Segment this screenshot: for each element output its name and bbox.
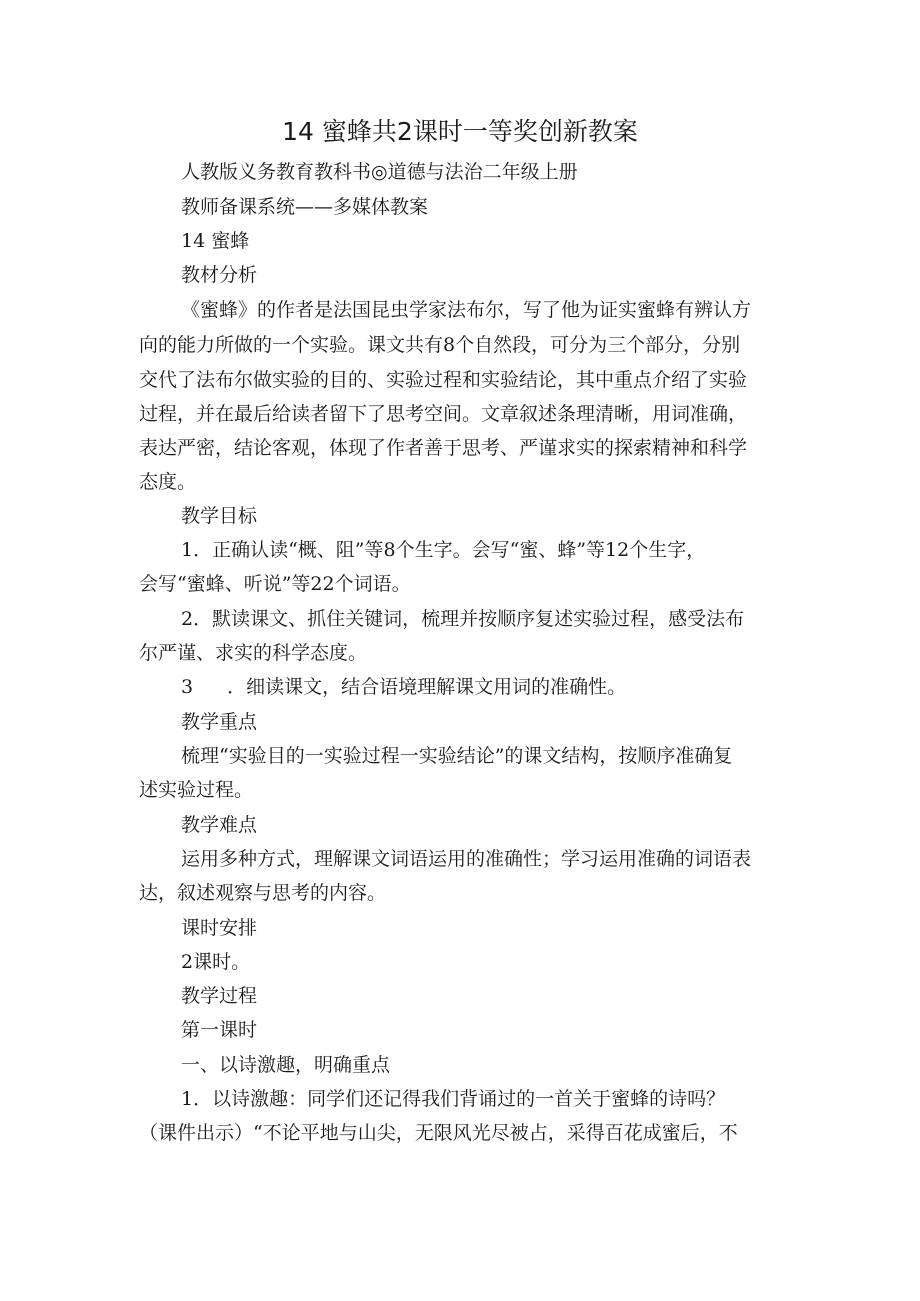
analysis-paragraph-line: 交代了法布尔做实验的目的、实验过程和实验结论，其中重点介绍了实验 xyxy=(139,369,748,391)
schedule-text: 2课时。 xyxy=(181,951,251,973)
difficulties-line: 运用多种方式，理解课文词语运用的准确性；学习运用准确的词语表 xyxy=(181,848,752,870)
step-1-line: （课件出示）“不论平地与山尖，无限风光尽被占，采得百花成蜜后，不 xyxy=(139,1122,738,1144)
step-1-line: 1．以诗激趣：同学们还记得我们背诵过的一首关于蜜蜂的诗吗？ xyxy=(181,1088,726,1110)
goal-item-3 xyxy=(181,670,626,704)
key-points-line: 述实验过程。 xyxy=(139,779,254,801)
analysis-heading: 教材分析 xyxy=(181,264,258,286)
section-1-heading: 一、以诗激趣，明确重点 xyxy=(181,1054,391,1076)
goals-heading: 教学目标 xyxy=(181,505,258,527)
analysis-paragraph-line: 向的能力所做的一个实验。课文共有8个自然段，可分为三个部分，分别 xyxy=(139,334,741,356)
difficulties-line: 达，叙述观察与思考的内容。 xyxy=(139,882,387,904)
edition-line: 人教版义务教育教科书◎道德与法治二年级上册 xyxy=(181,161,578,183)
goal-item-2-line: 2．默读课文、抓住关键词，梳理并按顺序复述实验过程，感受法布 xyxy=(181,608,745,630)
goal-item-3-text: ．细读课文，结合语境理解课文用词的准确性。 xyxy=(227,676,627,698)
key-points-heading: 教学重点 xyxy=(181,711,258,733)
schedule-heading: 课时安排 xyxy=(181,917,258,939)
process-heading: 教学过程 xyxy=(181,985,258,1007)
goal-item-1-line: 1．正确认读“概、阻”等8个生字。会写“蜜、蜂”等12个生字， xyxy=(181,539,706,561)
goal-item-1-line: 会写“蜜蜂、听说”等22个词语。 xyxy=(139,573,411,595)
analysis-paragraph-line: 《蜜蜂》的作者是法国昆虫学家法布尔，写了他为证实蜜蜂有辨认方 xyxy=(181,299,752,321)
analysis-paragraph-line: 表达严密，结论客观，体现了作者善于思考、严谨求实的探索精神和科学 xyxy=(139,437,748,459)
document-title: 14 蜜蜂共2课时一等奖创新教案 xyxy=(282,117,638,146)
lesson-line: 14 蜜蜂 xyxy=(181,230,250,252)
analysis-paragraph-line: 过程，并在最后给读者留下了思考空间。文章叙述条理清晰，用词准确， xyxy=(139,403,748,425)
system-line: 教师备课系统——多媒体教案 xyxy=(181,196,429,218)
goal-item-3-number: 3 xyxy=(181,676,194,698)
analysis-paragraph-line: 态度。 xyxy=(139,471,197,493)
goal-item-2-line: 尔严谨、求实的科学态度。 xyxy=(139,642,368,664)
difficulties-heading: 教学难点 xyxy=(181,814,258,836)
key-points-line: 梳理“实验目的一实验过程一实验结论”的课文结构，按顺序准确复 xyxy=(181,745,733,767)
lesson-1-heading: 第一课时 xyxy=(181,1019,258,1041)
